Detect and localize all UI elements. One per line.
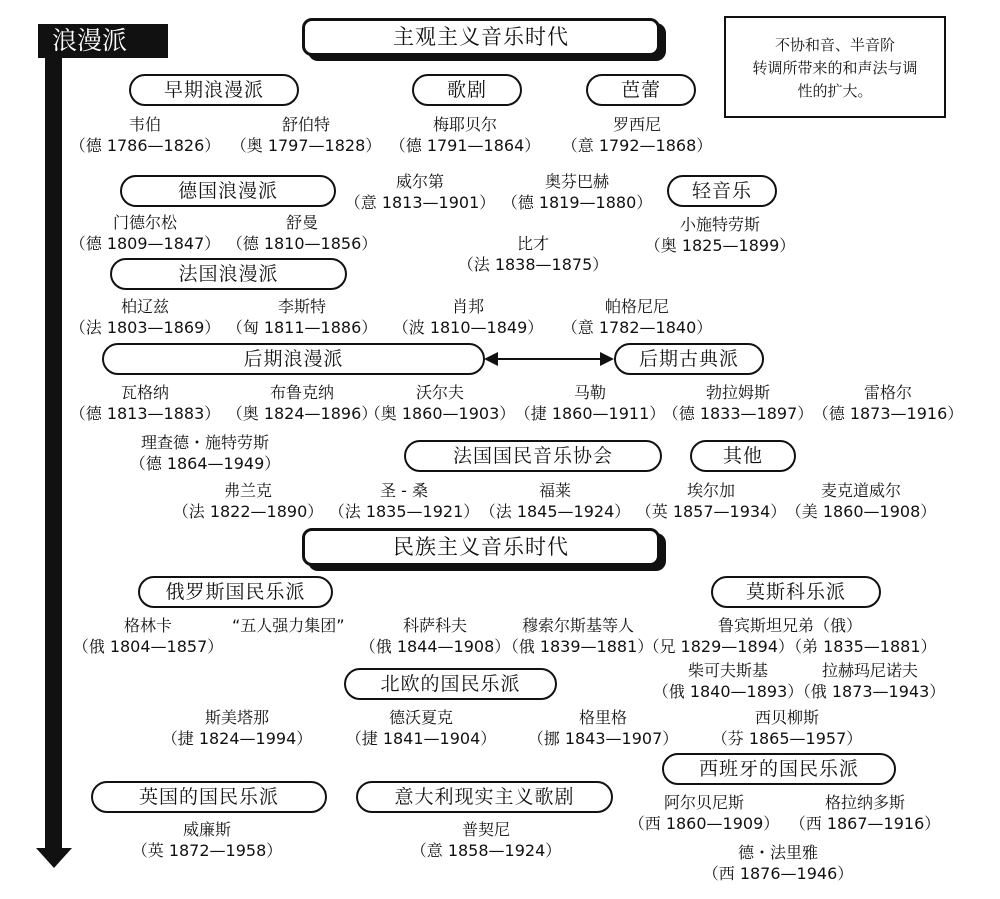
school-late-romantic: 后期浪漫派 — [102, 343, 485, 375]
composer-name: 威尔第 — [395, 172, 444, 191]
school-french-society: 法国国民音乐协会 — [404, 440, 662, 472]
composer-bizet — [423, 233, 643, 275]
composer-dates: （英 1872—1958） — [131, 841, 283, 860]
composer-name: 西贝柳斯 — [754, 708, 819, 727]
composer-dates: （法 1835—1921） — [328, 502, 480, 521]
composer-name: 格里格 — [578, 708, 627, 727]
composer-dates: （美 1860—1908） — [785, 502, 937, 521]
composer-dates: （西 1860—1909） — [628, 814, 780, 833]
composer-williams — [97, 819, 317, 861]
composer-dates: （波 1810—1849） — [392, 318, 544, 337]
composer-name: 埃尔加 — [686, 481, 735, 500]
composer-name: 斯美塔那 — [204, 708, 269, 727]
composer-strauss-jr — [610, 214, 830, 256]
composer-falla — [668, 842, 888, 884]
composer-name: 门德尔松 — [112, 213, 177, 232]
school-others: 其他 — [690, 440, 796, 472]
composer-name: 格林卡 — [123, 616, 172, 635]
composer-name: 威廉斯 — [182, 820, 231, 839]
composer-dates: （捷 1841—1904） — [345, 729, 497, 748]
composer-name: 舒伯特 — [281, 115, 330, 134]
school-italian-verismo: 意大利现实主义歌剧 — [356, 781, 613, 813]
school-russian: 俄罗斯国民乐派 — [138, 576, 333, 608]
composer-dates: （奥 1825—1899） — [644, 236, 796, 255]
composer-name: 圣 - 桑 — [380, 481, 428, 500]
mighty-handful-label: “五人强力集团” — [232, 616, 345, 635]
composer-dates: （意 1782—1840） — [561, 318, 713, 337]
composer-name: 比才 — [516, 234, 549, 253]
composer-name: 沃尔夫 — [415, 383, 464, 402]
composer-name: 雷格尔 — [863, 383, 912, 402]
composer-dates: （俄 1844—1908） — [359, 637, 511, 656]
composer-name: 肖邦 — [451, 297, 484, 316]
composer-dates: （法 1838—1875） — [457, 255, 609, 274]
composer-name: 马勒 — [573, 383, 606, 402]
composer-dates: （匈 1811—1886） — [226, 318, 378, 337]
composer-puccini — [376, 819, 596, 861]
composer-dates: （德 1791—1864） — [389, 136, 541, 155]
composer-name: 拉赫玛尼诺夫 — [821, 661, 918, 680]
composer-name: 柏辽兹 — [120, 297, 169, 316]
composer-name: 理查德・施特劳斯 — [140, 433, 269, 452]
composer-dates: （俄 1839—1881） — [502, 637, 654, 656]
composer-name: 德沃夏克 — [388, 708, 453, 727]
composer-name: 弗兰克 — [223, 481, 272, 500]
school-opera: 歌剧 — [412, 74, 522, 106]
composer-offenbach — [467, 171, 687, 213]
composer-name: 布鲁克纳 — [269, 383, 334, 402]
note-line: 不协和音、半音阶 — [774, 36, 895, 54]
composer-dates: （法 1803—1869） — [69, 318, 221, 337]
composer-name: 罗西尼 — [612, 115, 661, 134]
composer-name: 瓦格纳 — [120, 383, 169, 402]
composer-name: 勃拉姆斯 — [705, 383, 770, 402]
composer-dates: （奥 1797—1828） — [230, 136, 382, 155]
composer-dates: （意 1792—1868） — [561, 136, 713, 155]
school-early-romantic: 早期浪漫派 — [129, 74, 299, 106]
composer-name: 小施特劳斯 — [679, 215, 760, 234]
school-moscow: 莫斯科乐派 — [711, 576, 881, 608]
composer-dates: （俄 1873—1943） — [794, 682, 946, 701]
composer-dates: （意 1813—1901） — [344, 193, 496, 212]
composer-name: 柴可夫斯基 — [687, 661, 768, 680]
composer-rubinstein — [640, 615, 940, 657]
composer-dates: （兄 1829—1894）（弟 1835—1881） — [643, 637, 937, 656]
composer-dates: （德 1786—1826） — [69, 136, 221, 155]
composer-dates: （意 1858—1924） — [410, 841, 562, 860]
school-light-music: 轻音乐 — [667, 175, 777, 207]
school-nordic: 北欧的国民乐派 — [344, 668, 557, 700]
composer-dates: （法 1845—1924） — [479, 502, 631, 521]
school-german-romantic: 德国浪漫派 — [120, 175, 336, 207]
school-late-classical: 后期古典派 — [614, 343, 764, 375]
composer-paganini — [527, 296, 747, 338]
composer-name: 普契尼 — [461, 820, 510, 839]
composer-name: 鲁宾斯坦兄弟（俄） — [717, 616, 862, 635]
composer-dates: （西 1867—1916） — [789, 814, 941, 833]
school-spanish: 西班牙的国民乐派 — [662, 753, 896, 785]
school-english: 英国的国民乐派 — [91, 781, 327, 813]
composer-name: 麦克道威尔 — [820, 481, 901, 500]
composer-dates: （德 1873—1916） — [812, 404, 964, 423]
composer-dates: （西 1876—1946） — [702, 864, 854, 883]
composer-name: 格拉纳多斯 — [824, 793, 905, 812]
composer-dates: （挪 1843—1907） — [527, 729, 679, 748]
composer-name: 帕格尼尼 — [604, 297, 669, 316]
composer-dates: （奥 1860—1903） — [364, 404, 516, 423]
composer-dates: （俄 1840—1893） — [652, 682, 804, 701]
composer-name: 福莱 — [538, 481, 571, 500]
era-subjectivism: 主观主义音乐时代 — [302, 18, 660, 56]
composer-dates: （捷 1860—1911） — [514, 404, 666, 423]
composer-dates: （德 1809—1847） — [69, 234, 221, 253]
composer-name: 穆索尔斯基等人 — [521, 616, 634, 635]
composer-schumann — [192, 212, 412, 254]
composer-rossini — [527, 114, 747, 156]
composer-dates: （德 1810—1856） — [226, 234, 378, 253]
composer-dates: （奥 1824—1896） — [226, 404, 378, 423]
composer-rachmaninoff — [760, 660, 980, 702]
composer-name: 奥芬巴赫 — [544, 172, 609, 191]
composer-reger — [778, 382, 998, 424]
composer-dates: （德 1813—1883） — [69, 404, 221, 423]
composer-name: 梅耶贝尔 — [432, 115, 497, 134]
composer-dates: （俄 1804—1857） — [72, 637, 224, 656]
school-ballet: 芭蕾 — [586, 74, 696, 106]
composer-granados — [755, 792, 975, 834]
composer-dates: （芬 1865—1957） — [711, 729, 863, 748]
school-french-romantic: 法国浪漫派 — [110, 258, 347, 290]
composer-dates: （捷 1824—1994） — [161, 729, 313, 748]
note-line: 性的扩大。 — [797, 82, 873, 100]
composer-sibelius — [677, 707, 897, 749]
note-line: 转调所带来的和声法与调 — [752, 59, 918, 77]
composer-name: 阿尔贝尼斯 — [663, 793, 744, 812]
era-nationalism: 民族主义音乐时代 — [302, 528, 660, 566]
composer-name: 韦伯 — [128, 115, 161, 134]
composer-dates: （德 1864—1949） — [129, 454, 281, 473]
composer-dates: （德 1833—1897） — [662, 404, 814, 423]
composer-glinka — [38, 615, 258, 657]
composer-r-strauss — [95, 432, 315, 474]
composer-name: 科萨科夫 — [402, 616, 467, 635]
composer-dates: （英 1857—1934） — [635, 502, 787, 521]
composer-dates: （法 1822—1890） — [172, 502, 324, 521]
composer-name: 德・法里雅 — [737, 843, 818, 862]
composer-dates: （德 1819—1880） — [501, 193, 653, 212]
timeline-label: 浪漫派 — [38, 24, 168, 58]
composer-macdowell — [751, 480, 971, 522]
composer-name: 李斯特 — [277, 297, 326, 316]
composer-name: 舒曼 — [285, 213, 318, 232]
